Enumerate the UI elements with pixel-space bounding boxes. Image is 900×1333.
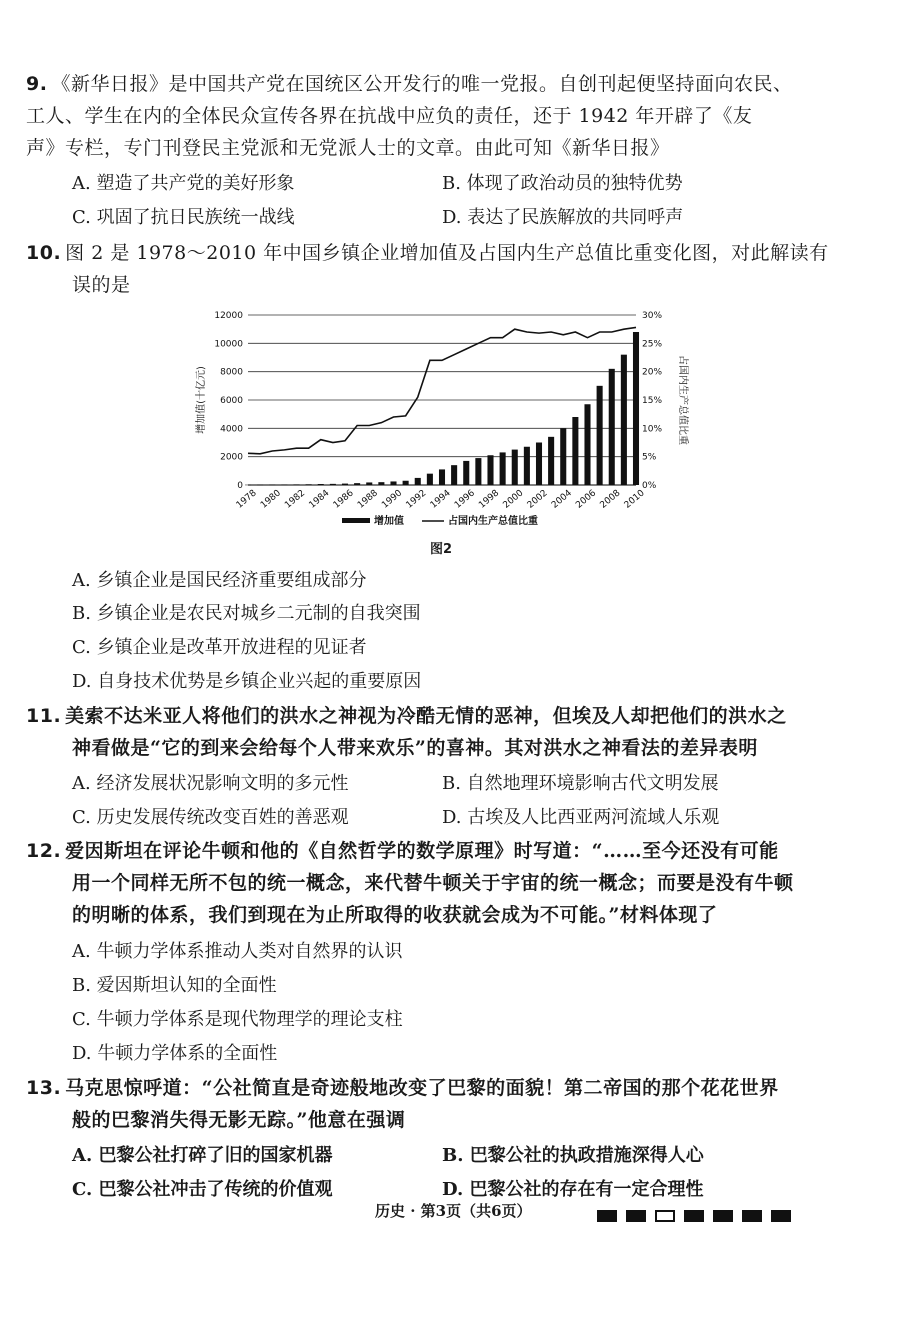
- mark-block-icon: [742, 1210, 762, 1222]
- x-tick-label: 1998: [477, 488, 502, 511]
- y-tick-label: 4000: [220, 424, 243, 435]
- q11-options-row-1: [72, 768, 860, 800]
- q13-line-2: 般的巴黎消失得无影无踪。”他意在强调: [72, 1109, 406, 1131]
- bar-mark: [487, 455, 493, 485]
- mark-block-icon: [626, 1210, 646, 1222]
- q10-option-c[interactable]: C. 乡镇企业是改革开放进程的见证者: [72, 637, 367, 658]
- x-tick-label: 2004: [549, 488, 574, 511]
- x-tick-label: 2000: [501, 488, 526, 511]
- y-tick-label: 0: [237, 481, 243, 491]
- question-11: [26, 700, 860, 764]
- y2-tick-label: 5%: [642, 452, 657, 463]
- bar-mark: [584, 404, 590, 485]
- q11-option-a[interactable]: A. 经济发展状况影响文明的多元性: [72, 773, 349, 794]
- q9-option-a[interactable]: A. 塑造了共产党的美好形象: [72, 173, 295, 194]
- q9-option-b[interactable]: B. 体现了政治动员的独特优势: [442, 173, 683, 194]
- q11-line-2: 神看做是“它的到来会给每个人带来欢乐”的喜神。其对洪水之神看法的差异表明: [72, 737, 758, 759]
- x-tick-label: 1994: [428, 488, 453, 511]
- x-tick-label: 2010: [622, 488, 647, 511]
- x-tick-label: 1980: [258, 488, 283, 511]
- q12-option-a[interactable]: A. 牛顿力学体系推动人类对自然界的认识: [72, 941, 403, 962]
- bar-mark: [415, 478, 421, 485]
- y-tick-label: 2000: [220, 452, 243, 463]
- y2-axis-title: 占国内生产总值比重: [677, 355, 688, 445]
- mark-block-icon: [713, 1210, 733, 1222]
- y-tick-label: 8000: [220, 367, 243, 378]
- q13-options-row-1: [72, 1140, 860, 1172]
- bar-mark: [257, 485, 263, 486]
- y-tick-label: 12000: [214, 311, 243, 321]
- question-13: [26, 1072, 860, 1136]
- registration-marks: [597, 1205, 800, 1224]
- mark-hollow-icon: [655, 1210, 675, 1222]
- q12-option-b[interactable]: B. 爱因斯坦认知的全面性: [72, 975, 277, 996]
- x-tick-label: 1984: [307, 488, 332, 511]
- q11-options-row-2: [72, 802, 860, 834]
- bar-mark: [536, 443, 542, 486]
- x-tick-label: 2008: [598, 488, 623, 511]
- bar-mark: [475, 458, 481, 485]
- q12-line-2: 用一个同样无所不包的统一概念，来代替牛顿关于宇宙的统一概念；而要是没有牛顿: [72, 872, 794, 894]
- q9-option-c[interactable]: C. 巩固了抗日民族统一战线: [72, 207, 295, 228]
- q10-option-d[interactable]: D. 自身技术优势是乡镇企业兴起的重要原因: [72, 671, 422, 692]
- figure-caption: 图2: [430, 542, 453, 557]
- x-tick-label: 2002: [525, 488, 550, 511]
- bar-mark: [306, 484, 312, 485]
- q13-option-a[interactable]: A. 巴黎公社打碎了旧的国家机器: [72, 1145, 333, 1166]
- legend-bar-swatch: [342, 518, 370, 523]
- bar-mark: [439, 469, 445, 485]
- bar-mark: [463, 461, 469, 485]
- question-10: [26, 237, 860, 301]
- question-12: [26, 835, 860, 931]
- mark-block-icon: [597, 1210, 617, 1222]
- bar-mark: [281, 485, 287, 486]
- y2-tick-label: 0%: [642, 481, 657, 491]
- q13-option-b[interactable]: B. 巴黎公社的执政措施深得人心: [442, 1145, 704, 1166]
- y-tick-label: 6000: [220, 396, 243, 406]
- q12-line-1: 12. 爱因斯坦在评论牛顿和他的《自然哲学的数学原理》时写道：“……至今还没有可能: [26, 840, 779, 862]
- question-9: [26, 68, 860, 164]
- bar-mark: [524, 447, 530, 485]
- q10-line-2: 误的是: [72, 274, 131, 296]
- bar-mark: [354, 483, 360, 485]
- bar-mark: [500, 452, 506, 485]
- page-footer: 历史 · 第3页（共6页）: [375, 1202, 532, 1220]
- bar-mark: [378, 482, 384, 485]
- q10-number: 10.: [26, 242, 62, 264]
- y2-tick-label: 20%: [642, 367, 663, 378]
- bar-mark: [633, 332, 639, 485]
- q13-option-d[interactable]: D. 巴黎公社的存在有一定合理性: [442, 1179, 704, 1200]
- y2-tick-label: 15%: [642, 396, 663, 406]
- y2-tick-label: 30%: [642, 311, 663, 321]
- bar-mark: [572, 417, 578, 485]
- x-tick-label: 1990: [380, 488, 405, 511]
- x-tick-label: 1996: [452, 488, 477, 511]
- bar-mark: [366, 482, 372, 485]
- bar-mark: [342, 484, 348, 485]
- bar-mark: [427, 474, 433, 485]
- q9-option-d[interactable]: D. 表达了民族解放的共同呼声: [442, 207, 684, 228]
- q9-line-3: 声》专栏，专门刊登民主党派和无党派人士的文章。由此可知《新华日报》: [26, 137, 670, 159]
- q13-number: 13.: [26, 1077, 62, 1099]
- bar-mark: [390, 481, 396, 485]
- bar-mark: [245, 485, 251, 486]
- x-tick-label: 1986: [331, 488, 356, 511]
- q10-line-1: 10. 图 2 是 1978～2010 年中国乡镇企业增加值及占国内生产总值比重变化图，对此解读有: [26, 242, 829, 264]
- bar-mark: [597, 386, 603, 485]
- q11-number: 11.: [26, 705, 62, 727]
- bar-mark: [512, 450, 518, 485]
- q13-option-c[interactable]: C. 巴黎公社冲击了传统的价值观: [72, 1179, 333, 1200]
- bar-mark: [269, 485, 275, 486]
- bar-mark: [403, 481, 409, 485]
- q9-options-row-2: [72, 202, 860, 234]
- mark-block-icon: [771, 1210, 791, 1222]
- x-tick-label: 2006: [574, 488, 599, 511]
- x-tick-label: 1982: [283, 488, 308, 511]
- figure-2-chart: [190, 300, 710, 534]
- bar-mark: [330, 484, 336, 485]
- y2-tick-label: 25%: [642, 339, 663, 350]
- q13-line-1: 13. 马克思惊呼道：“公社简直是奇迹般地改变了巴黎的面貌！第二帝国的那个花花世界: [26, 1077, 779, 1099]
- y-axis-title: 增加值(十亿元): [196, 366, 207, 434]
- q9-number: 9.: [26, 73, 48, 95]
- q11-option-b[interactable]: B. 自然地理环境影响古代文明发展: [442, 773, 719, 794]
- q11-option-c[interactable]: C. 历史发展传统改变百姓的善恶观: [72, 807, 349, 828]
- bar-mark: [621, 355, 627, 485]
- bar-mark: [560, 428, 566, 485]
- bar-mark: [548, 437, 554, 485]
- bar-mark: [451, 465, 457, 485]
- y-tick-label: 10000: [214, 339, 243, 350]
- q10-option-b[interactable]: B. 乡镇企业是农民对城乡二元制的自我突围: [72, 603, 421, 624]
- x-tick-label: 1988: [355, 488, 380, 511]
- q9-line-2: 工人、学生在内的全体民众宣传各界在抗战中应负的责任，还于 1942 年开辟了《友: [26, 105, 753, 127]
- x-tick-label: 1978: [234, 488, 259, 511]
- x-tick-label: 1992: [404, 488, 429, 511]
- q12-line-3: 的明晰的体系，我们到现在为止所取得的收获就会成为不可能。”材料体现了: [72, 904, 718, 926]
- bar-mark: [609, 369, 615, 485]
- q9-options-row-1: [72, 168, 860, 200]
- q10-option-a[interactable]: A. 乡镇企业是国民经济重要组成部分: [72, 570, 367, 591]
- y2-tick-label: 10%: [642, 424, 663, 435]
- q12-option-d[interactable]: D. 牛顿力学体系的全面性: [72, 1043, 278, 1064]
- q11-option-d[interactable]: D. 古埃及人比西亚两河流域人乐观: [442, 807, 720, 828]
- bar-mark: [318, 484, 324, 485]
- bar-mark: [293, 484, 299, 485]
- q12-number: 12.: [26, 840, 62, 862]
- q11-line-1: 11. 美索不达米亚人将他们的洪水之神视为冷酷无情的恶神，但埃及人却把他们的洪水之: [26, 705, 787, 727]
- q12-option-c[interactable]: C. 牛顿力学体系是现代物理学的理论支柱: [72, 1009, 403, 1030]
- legend-line-label: 占国内生产总值比重: [448, 516, 538, 527]
- mark-block-icon: [684, 1210, 704, 1222]
- q9-line-1: 9. 《新华日报》是中国共产党在国统区公开发行的唯一党报。自创刊起便坚持面向农民、: [26, 73, 793, 95]
- legend-bar-label: 增加值: [374, 516, 404, 527]
